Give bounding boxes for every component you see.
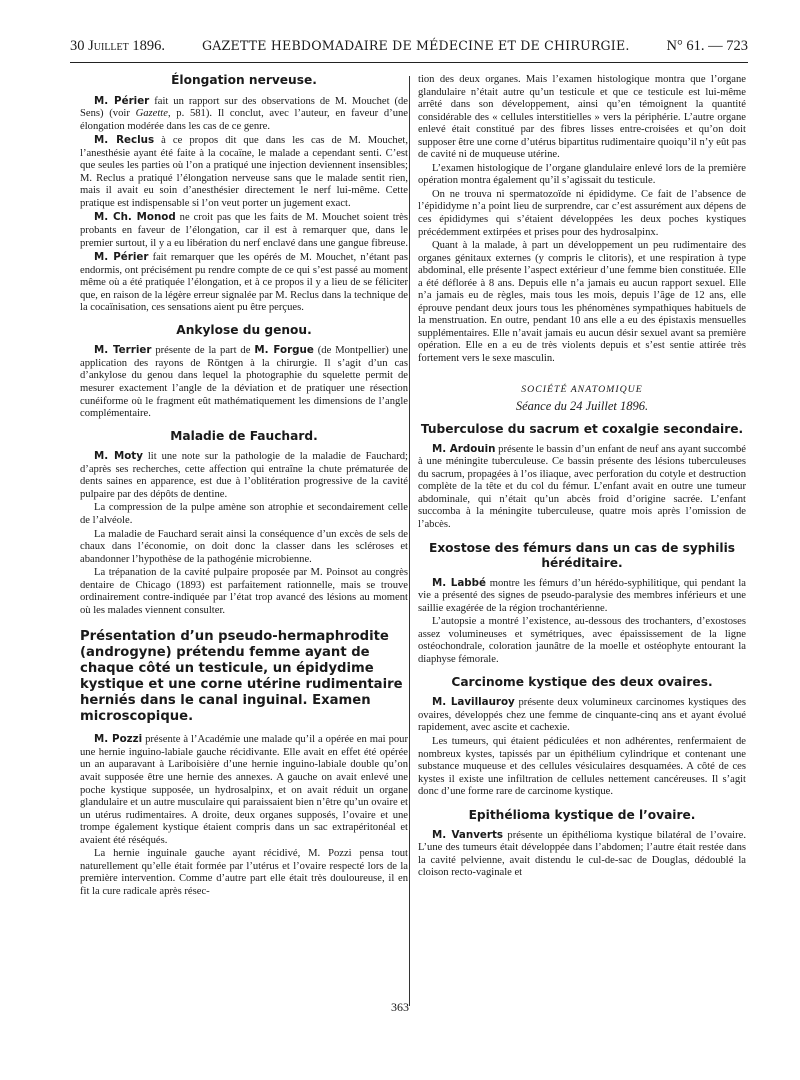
author-name: M. Labbé: [432, 576, 487, 589]
section-title: Présentation d’un pseudo-hermaphrodite (androgyne) prétendu femme ayant de chaque côté un testicule, un épidydime kystique et une corne utérine rudimentaire herniés dans le canal inguinal. Examen microscopique.: [80, 629, 403, 725]
paragraph: [418, 829, 746, 880]
author-name: M. Périer: [94, 251, 149, 264]
section-title: Carcinome kystique des deux ovaires.: [451, 675, 713, 690]
paragraph: [80, 251, 408, 315]
paragraph: L’autopsie a montré l’existence, au-dessous des trochanters, d’exostoses assez volumineuses et symétriques, avec épaississement de la ligne ostéochondrale, coloration jaunâtre de la moelle et ostéophyte entourant la diaphyse fémorale.: [418, 616, 746, 665]
paragraph-text: présente deux volumineux carcinomes kystiques des ovaires, développés chez une femme de cinquante-cinq ans et ayant évolué rapidement, avec ascite et cachexie.: [418, 697, 747, 734]
author-name: M. Forgue: [254, 344, 314, 357]
section-title: Exostose des fémurs dans un cas de syphilis héréditaire.: [429, 540, 735, 570]
paragraph-text: , p. 581). Il conclut, avec l’auteur, en faveur d’une élongation modérée dans les cas de ce genre.: [80, 108, 408, 132]
section-title: Tuberculose du sacrum et coxalgie secondaire.: [420, 421, 744, 436]
paragraph: [418, 577, 746, 616]
paragraph: L’examen histologique de l’organe glandulaire enlevé lors de la première opération montra également qu’il s’agissait du testicule.: [418, 162, 746, 187]
paragraph: [80, 211, 408, 250]
paragraph-text: (de Montpellier) une application des rayons de Röntgen à la chirurgie. Il s’agit d’un cas d’ankylose du genou dans lequel la photographie du squelette permit de mesurer exactement l’angle de la déviation et de pratiquer une résection cunéiforme où le fragment eût mathématiquement les dimensions de l’angle complémentaire.: [80, 345, 408, 420]
paragraph-text: fait un rapport sur des observations de M. Mouchet (de Sens) (voir: [80, 95, 409, 120]
paragraph: [80, 344, 408, 420]
author-name: M. Reclus: [94, 134, 155, 147]
paragraph: On ne trouva ni spermatozoïde ni épididyme. Ce fait de l’absence de l’épididyme n’a point lieu de surprendre, car c’est assurément aux dépens de ces épididymes qui s’étaient développées les deux poches kystiques précédemment extirpées et prises pour des hydrosalpinx.: [418, 188, 746, 238]
session-date: Séance du 24 Juillet 1896.: [515, 399, 649, 414]
paragraph-text: présente de la part de: [151, 345, 255, 357]
paragraph-text: montre les fémurs d’un hérédo-syphilitique, qui pendant la vie a présenté des signes de pseudo-paralysie des membres inférieurs et une saillie exagérée de la région trochantérienne.: [418, 577, 746, 614]
header-journal-title: GAZETTE HEBDOMADAIRE DE MÉDECINE ET DE CHIRURGIE.: [201, 38, 630, 53]
paragraph: [418, 696, 746, 735]
paragraph-text: présente un épithélioma kystique bilatéral de l’ovaire. L’une des tumeurs était développée dans l’abdomen; l’autre était restée dans la cavité pelvienne, avait distendu le cul-de-sac de Douglas, dédoublé la cloison recto-vaginale et: [418, 829, 746, 879]
paragraph-text: présente à l’Académie une malade qu’il a opérée en mai pour une hernie inguino-labiale gauche récidivante. Elle avait en effet été opérée un an auparavant à Lariboisière d’une hernie inguino-labiale double qu’on avait supposée être une hernie des annexes. A gauche on avait enlevé une poche kystique supposée, un hydrosalpinx, et on avait réduit un organe glandulaire et un autre musculaire qui paraissaient bien n’être qu’un ovaire et un utérus rudimentaires. A droite, deux organes supposés, l’ovaire et une trompe également kystique étaient compris dans un sac extrapéritonéal et avaient été réséqués.: [80, 734, 408, 846]
paragraph: La hernie inguinale gauche ayant récidivé, M. Pozzi pensa tout naturellement qu’elle était formée par l’utérus et l’ovaire respecté lors de la première intervention. Comme d’autre part elle était très douloureuse, il en fit la cure radicale après résec-: [80, 848, 408, 897]
paragraph-text: ne croit pas que les faits de M. Mouchet soient très probants en faveur de l’élongation, car il est à remarquer que, dans le premier surtout, il y a eu libération du nerf enclavé dans une gangue fibreuse.: [80, 212, 408, 249]
section-title: Maladie de Fauchard.: [170, 428, 318, 443]
paragraph: La trépanation de la cavité pulpaire proposée par M. Poinsot au congrès dentaire de Chicago (1893) est parfaitement rationnelle, mais se trouve ordinairement contre-indiquée par l’état trop avancé des lésions au moment où les malades viennent consulter.: [80, 567, 408, 616]
section-title: Epithélioma kystique de l’ovaire.: [468, 807, 696, 822]
column-separator: [409, 76, 410, 1006]
paragraph: [80, 450, 408, 501]
paragraph: Quant à la malade, à part un développement un peu rudimentaire des organes génitaux externes (y compris le clitoris), et une respiration à type abdominal, elle présente l’aspect extérieur d’une femme bien constituée. Elle a été déflorée à 8 ans. Depuis elle n’a jamais eu aucun rapport sexuel. Elle n’a jamais eu de règles, mais tous les mois, depuis l’âge de 12 ans, elle éprouve pendant deux jours tous les phénomènes sympathiques habituels de la menstruation. En outre, pendant 10 ans elle a eu des épistaxis mensuelles supplémentaires. Elle n’avait jamais eu aucun désir sexuel avant sa première opération. Elle en a eu de très violents depuis et s’est sentie attirée très fortement vers le sexe masculin.: [418, 240, 746, 365]
paragraph: [80, 134, 408, 210]
paragraph-text: présente le bassin d’un enfant de neuf ans ayant succombé à une méningite tuberculeuse. Ce bassin présente des lésions tuberculeuses du sacrum, propagées à l’os iliaque, avec perforation du cotyle et destruction complète de la tête et du col du fémur. L’enfant avait en outre une tumeur abdominale, qui n’était qu’un abcès froid d’origine sacrée. L’enfant succomba à la méningite tuberculeuse, quatre mois après l’omission de l’abcès.: [418, 443, 746, 530]
paragraph: [80, 95, 408, 134]
paragraph: La maladie de Fauchard serait ainsi la conséquence d’un excès de sels de chaux dans l’économie, on doit donc la classer dans les scléroses et abandonner l’hypothèse de la pathogénie microbienne.: [80, 528, 408, 565]
section-title: Ankylose du genou.: [176, 322, 312, 337]
journal-reference: Gazette: [135, 108, 168, 120]
paragraph: [418, 443, 746, 532]
paragraph: Les tumeurs, qui étaient pédiculées et non adhérentes, renfermaient de nombreux kystes, tapissés par un épithélium cylindrique et contenant une substance muqueuse et des cellules vésiculaires desquamées. A côté de ces kystes il existe une infiltration de cellules nettement cancéreuses. Il s’agit donc d’une forme rare de carcinome kystique.: [418, 735, 746, 798]
author-name: M. Pozzi: [94, 733, 143, 746]
paragraph: La compression de la pulpe amène son atrophie et secondairement celle de l’alvéole.: [80, 502, 408, 526]
author-name: M. Ardouin: [432, 442, 496, 455]
paragraph: tion des deux organes. Mais l’examen histologique montra que l’organe glandulaire n’était autre qu’un testicule et que ce testicule est lui-même arrêté dans son développement, ainsi qu’en témoignent la quantité considérable des « cellules interstitielles » vers la périphérie. L’autre organe enlevé était constitué par des fibres lisses entre-croisées et qu’on doit supposer être une corne d’utérus bipartitus rudimentaire quoiqu’il n’y eût pas de cavité ni de muqueuse utérine.: [418, 74, 746, 161]
paragraph: [80, 733, 408, 847]
author-name: M. Terrier: [94, 344, 152, 357]
page-number: 363: [391, 1000, 409, 1014]
author-name: M. Ch. Monod: [94, 211, 176, 224]
paragraph-text: lit une note sur la pathologie de la maladie de Fauchard; d’après ses recherches, cette affection qui entraîne la chute prématurée de dents saines en apparence, est due à l’oblitération progressive de la cavité pulpaire par des dépôts de dentine.: [80, 451, 409, 500]
society-heading: SOCIÉTÉ ANATOMIQUE: [521, 383, 643, 395]
left-column: [80, 74, 408, 898]
header-rule: [70, 62, 748, 63]
header-issue-number: N° 61. — 723: [666, 38, 748, 54]
section-title: Élongation nerveuse.: [171, 73, 317, 87]
right-column: [418, 74, 746, 880]
author-name: M. Vanverts: [432, 828, 504, 841]
running-header: [70, 38, 748, 58]
header-date: 30 Juillet 1896.: [70, 38, 166, 54]
author-name: M. Lavillauroy: [432, 696, 515, 709]
paragraph-text: à ce propos dit que dans les cas de M. Mouchet, l’anesthésie ayant été faite à la cocaïne, le malade a cependant senti. C’est que seules les parties où l’on a pratiqué une injection deviennent insensibles; M. Reclus a pratiqué l’élongation nerveuse sans que le malade sentit rien, mais il avait eu soin d’anesthésier directement le nerf lui-même. Cette pratique est indispensable si l’on veut porter un jugement exact.: [80, 135, 408, 209]
author-name: M. Moty: [94, 450, 143, 463]
paragraph-text: fait remarquer que les opérés de M. Mouchet, n’étant pas endormis, ont précisément pu rendre compte de ce qui s’est passé au moment même où a été pratiquée l’élongation, et à ce propos il y a lieu de se féliciter que, en raison de la légère erreur signalée par M. Reclus dans la technique de la cocaïnisation, ces sensations aient pu être perçues.: [80, 252, 408, 314]
author-name: M. Périer: [94, 94, 150, 107]
